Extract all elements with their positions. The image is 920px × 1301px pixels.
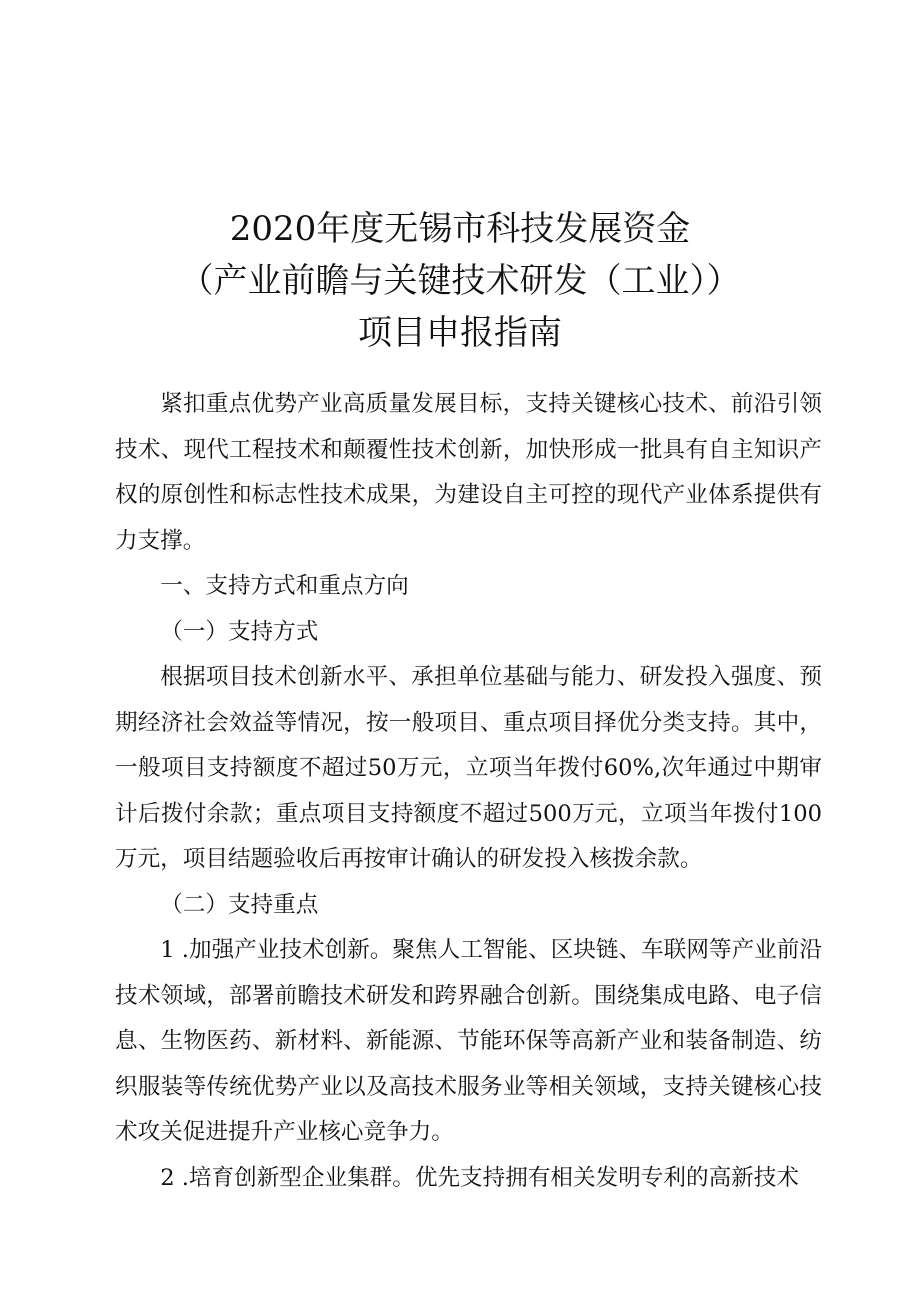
section-heading-support: 一、支持方式和重点方向 [160,573,409,599]
intro-paragraph: 紧扣重点优势产业高质量发展目标，支持关键核心技术、前沿引领技术、现代工程技术和颠覆性技术创新，加快形成一批具有自主知识产权的原创性和标志性技术成果，为建设自主可控的现代产业体系提供有力支撑。 [115,391,822,554]
subsection-heading-focus: （二）支持重点 [160,891,319,918]
subsection-heading-method: （一）支持方式 [160,618,319,645]
support-method-paragraph: 根据项目技术创新水平、承担单位基础与能力、研发投入强度、预期经济社会效益等情况，按一般项目、重点项目择优分类支持。其中，一般项目支持额度不超过50万元，立项当年拨付60%,次年通过中期审计后拨付余款；重点项目支持额度不超过500万元，立项当年拨付100万元，项目结题验收后再按审计确认的研发投入核拨余款。 [115,664,822,872]
document-title [0,203,920,359]
document-body [115,382,822,1201]
title-line-3: 项目申报指南 [358,313,562,353]
title-line-2: （产业前瞻与关键技术研发（工业）） [179,261,741,301]
focus-item-2: 2 .培育创新型企业集群。优先支持拥有相关发明专利的高新技术 [160,1164,799,1191]
title-line-1: 2020年度无锡市科技发展资金 [229,209,691,249]
focus-item-1: 1 .加强产业技术创新。聚焦人工智能、区块链、车联网等产业前沿技术领域，部署前瞻技术研发和跨界融合创新。围绕集成电路、电子信息、生物医药、新材料、新能源、节能环保等高新产业和装备制造、纺织服装等传统优势产业以及高技术服务业等相关领域，支持关键核心技术攻关促进提升产业核心竞争力。 [115,937,822,1145]
